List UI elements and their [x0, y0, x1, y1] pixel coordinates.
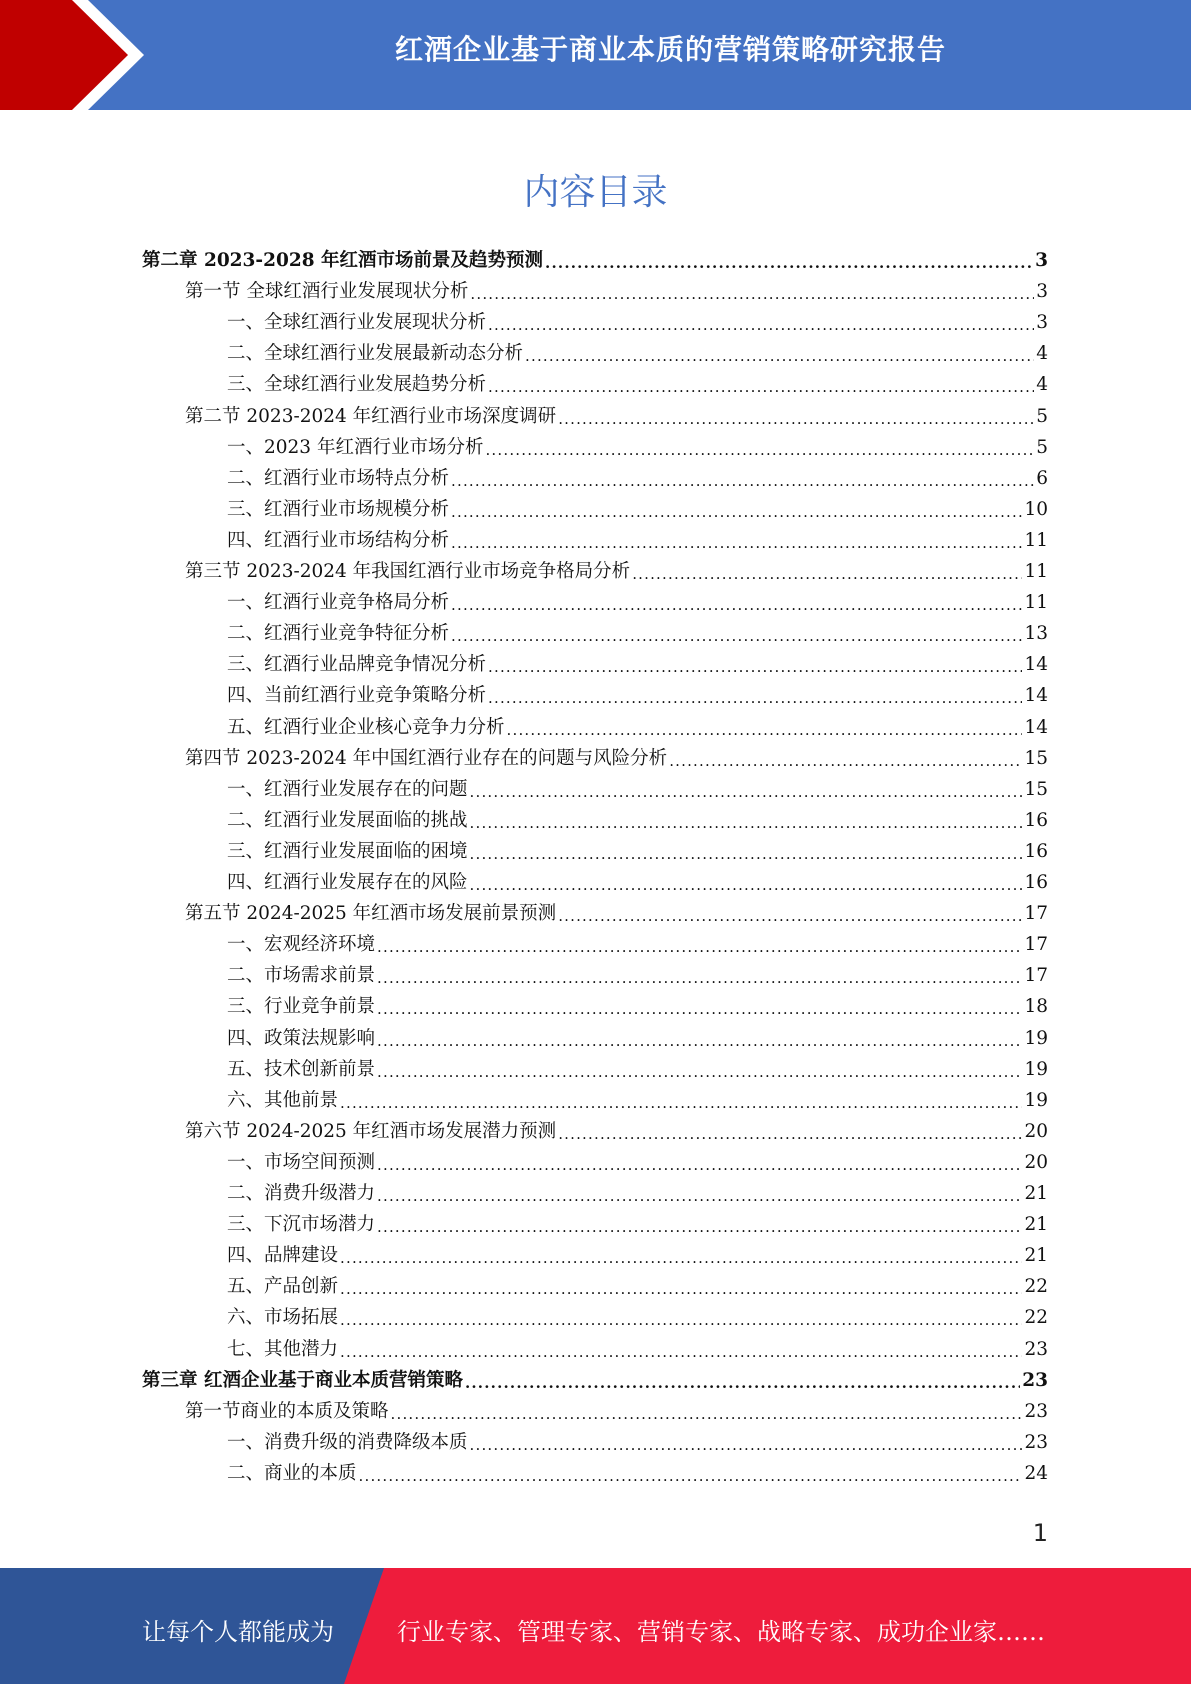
footer-slogan-right: 行业专家、管理专家、营销专家、战略专家、成功企业家……	[397, 1618, 1045, 1646]
report-title: 红酒企业基于商业本质的营销策略研究报告	[394, 33, 946, 66]
toc-entry-label: 三、红酒行业品牌竞争情况分析	[227, 654, 487, 676]
toc-subsection-entry[interactable]	[227, 708, 1048, 739]
toc-entry-page: 23	[1024, 1338, 1048, 1360]
toc-dot-leader	[558, 410, 1034, 428]
toc-entry-page: 16	[1024, 840, 1048, 862]
toc-subsection-entry[interactable]	[227, 334, 1048, 365]
toc-subsection-entry[interactable]	[227, 490, 1048, 521]
toc-dot-leader	[451, 472, 1034, 490]
toc-entry-page: 16	[1024, 872, 1048, 893]
toc-entry-label: 四、红酒行业市场结构分析	[227, 529, 450, 551]
toc-entry-page: 6	[1036, 467, 1048, 489]
toc-dot-leader	[340, 1343, 1022, 1361]
toc-entry-page: 5	[1036, 436, 1048, 458]
toc-entry-label: 二、商业的本质	[227, 1462, 357, 1484]
toc-dot-leader	[525, 347, 1034, 365]
toc-subsection-entry[interactable]	[227, 614, 1048, 645]
toc-subsection-entry[interactable]	[227, 863, 1048, 894]
toc-dot-leader	[558, 907, 1022, 925]
toc-dot-leader	[340, 1094, 1022, 1112]
toc-entry-page: 15	[1024, 778, 1048, 800]
toc-subsection-entry[interactable]	[227, 1205, 1048, 1236]
toc-subsection-entry[interactable]	[227, 1143, 1048, 1174]
toc-section-entry[interactable]	[185, 272, 1048, 303]
toc-dot-leader	[377, 969, 1022, 987]
toc-subsection-entry[interactable]	[227, 459, 1048, 490]
toc-dot-leader	[377, 1218, 1022, 1236]
toc-entry-page: 5	[1036, 405, 1048, 427]
toc-entry-page: 14	[1024, 654, 1048, 676]
toc-subsection-entry[interactable]	[227, 1298, 1048, 1329]
toc-dot-leader	[377, 1187, 1022, 1205]
toc-entry-page: 24	[1024, 1462, 1048, 1484]
toc-entry-page: 21	[1024, 1214, 1048, 1236]
toc-section-entry[interactable]	[185, 552, 1048, 583]
toc-entry-label: 二、红酒行业竞争特征分析	[227, 623, 450, 645]
toc-dot-leader	[377, 1156, 1022, 1174]
toc-entry-page: 4	[1036, 374, 1048, 396]
toc-entry-page: 17	[1024, 965, 1048, 987]
toc-entry-page: 22	[1024, 1307, 1048, 1329]
toc-dot-leader	[488, 378, 1034, 396]
toc-entry-page: 10	[1024, 498, 1048, 520]
toc-dot-leader	[391, 1405, 1023, 1423]
toc-dot-leader	[545, 254, 1033, 272]
toc-entry-label: 第三章 红酒企业基于商业本质营销策略	[142, 1369, 463, 1391]
toc-entry-label: 一、市场空间预测	[227, 1151, 376, 1173]
toc-subsection-entry[interactable]	[227, 1454, 1048, 1485]
toc-dot-leader	[470, 783, 1023, 801]
toc-entry-label: 第五节 2024-2025 年红酒市场发展前景预测	[185, 903, 557, 925]
toc-entry-label: 第二节 2023-2024 年红酒行业市场深度调研	[185, 405, 557, 427]
toc-entry-page: 3	[1036, 312, 1048, 334]
toc-entry-label: 二、消费升级潜力	[227, 1183, 376, 1204]
toc-subsection-entry[interactable]	[227, 1236, 1048, 1267]
toc-dot-leader	[377, 1032, 1022, 1050]
toc-entry-label: 第四节 2023-2024 年中国红酒行业存在的问题与风险分析	[185, 747, 668, 769]
toc-entry-label: 六、市场拓展	[227, 1307, 339, 1329]
toc-dot-leader	[451, 627, 1022, 645]
toc-entry-page: 23	[1024, 1400, 1048, 1422]
toc-section-entry[interactable]	[185, 894, 1048, 925]
page-number: 1	[1032, 1519, 1048, 1547]
toc-entry-page: 21	[1024, 1183, 1048, 1204]
toc-entry-label: 四、当前红酒行业竞争策略分析	[227, 685, 487, 707]
toc-entry-page: 18	[1024, 996, 1048, 1018]
toc-dot-leader	[451, 534, 1022, 552]
toc-entry-label: 三、全球红酒行业发展趋势分析	[227, 374, 487, 396]
toc-dot-leader	[470, 285, 1034, 303]
toc-entry-page: 20	[1024, 1120, 1048, 1142]
toc-entry-page: 17	[1024, 903, 1048, 925]
toc-subsection-entry[interactable]	[227, 645, 1048, 676]
toc-heading: 内容目录	[523, 172, 668, 213]
toc-dot-leader	[451, 503, 1022, 521]
toc-entry-page: 14	[1024, 716, 1048, 738]
toc-entry-label: 一、2023 年红酒行业市场分析	[227, 436, 484, 458]
toc-dot-leader	[470, 1436, 1023, 1454]
footer-slogan-left: 让每个人都能成为	[142, 1618, 334, 1646]
toc-entry-page: 3	[1035, 250, 1048, 271]
toc-chapter-entry[interactable]	[142, 1361, 1048, 1392]
toc-dot-leader	[669, 752, 1022, 770]
toc-entry-label: 三、红酒行业市场规模分析	[227, 498, 450, 520]
toc-dot-leader	[632, 565, 1022, 583]
toc-dot-leader	[377, 938, 1022, 956]
toc-entry-label: 二、红酒行业市场特点分析	[227, 467, 450, 489]
toc-entry-label: 第二章 2023-2028 年红酒市场前景及趋势预测	[142, 250, 544, 271]
toc-subsection-entry[interactable]	[227, 428, 1048, 459]
toc-dot-leader	[488, 658, 1022, 676]
toc-subsection-entry[interactable]	[227, 303, 1048, 334]
toc-entry-label: 一、全球红酒行业发展现状分析	[227, 312, 487, 334]
toc-entry-label: 五、产品创新	[227, 1276, 339, 1298]
toc-subsection-entry[interactable]	[227, 1423, 1048, 1454]
header-arrow-graphic	[0, 0, 150, 110]
toc-entry-label: 二、红酒行业发展面临的挑战	[227, 809, 468, 831]
toc-entry-label: 二、全球红酒行业发展最新动态分析	[227, 343, 524, 365]
toc-dot-leader	[340, 1280, 1022, 1298]
toc-subsection-entry[interactable]	[227, 770, 1048, 801]
toc-entry-page: 23	[1024, 1431, 1048, 1453]
toc-entry-page: 22	[1024, 1276, 1048, 1298]
toc-dot-leader	[470, 876, 1023, 894]
toc-entry-label: 五、红酒行业企业核心竞争力分析	[227, 716, 505, 738]
toc-chapter-entry[interactable]	[142, 241, 1048, 272]
toc-entry-label: 四、品牌建设	[227, 1245, 339, 1267]
toc-entry-label: 四、红酒行业发展存在的风险	[227, 872, 468, 893]
toc-entry-label: 一、消费升级的消费降级本质	[227, 1431, 468, 1453]
toc-subsection-entry[interactable]	[227, 832, 1048, 863]
toc-dot-leader	[470, 814, 1023, 832]
toc-subsection-entry[interactable]	[227, 1330, 1048, 1361]
toc-dot-leader	[485, 441, 1034, 459]
toc-entry-label: 七、其他潜力	[227, 1338, 339, 1360]
toc-entry-page: 11	[1024, 561, 1048, 582]
toc-dot-leader	[488, 689, 1022, 707]
toc-dot-leader	[359, 1467, 1023, 1485]
toc-section-entry[interactable]	[185, 1112, 1048, 1143]
toc-subsection-entry[interactable]	[227, 987, 1048, 1018]
toc-subsection-entry[interactable]	[227, 583, 1048, 614]
toc-subsection-entry[interactable]	[227, 801, 1048, 832]
toc-entry-label: 一、红酒行业竞争格局分析	[227, 592, 450, 614]
toc-section-entry[interactable]	[185, 1392, 1048, 1423]
toc-entry-label: 五、技术创新前景	[227, 1058, 376, 1080]
toc-dot-leader	[465, 1374, 1020, 1392]
toc-dot-leader	[488, 316, 1034, 334]
toc-entry-page: 19	[1024, 1027, 1048, 1049]
toc-dot-leader	[470, 845, 1023, 863]
toc-section-entry[interactable]	[185, 739, 1048, 770]
toc-entry-label: 六、其他前景	[227, 1089, 339, 1111]
toc-entry-label: 一、宏观经济环境	[227, 934, 376, 956]
toc-entry-page: 15	[1024, 747, 1048, 769]
toc-subsection-entry[interactable]	[227, 521, 1048, 552]
toc-entry-page: 13	[1024, 623, 1048, 645]
toc-entry-page: 17	[1024, 934, 1048, 956]
toc-entry-label: 第三节 2023-2024 年我国红酒行业市场竞争格局分析	[185, 561, 631, 582]
toc-entry-label: 一、红酒行业发展存在的问题	[227, 778, 468, 800]
toc-entry-label: 三、红酒行业发展面临的困境	[227, 840, 468, 862]
toc-entry-label: 第一节 全球红酒行业发展现状分析	[185, 281, 469, 303]
toc-entry-page: 14	[1024, 685, 1048, 707]
toc-entry-page: 19	[1024, 1058, 1048, 1080]
toc-subsection-entry[interactable]	[227, 365, 1048, 396]
toc-dot-leader	[377, 1063, 1022, 1081]
toc-entry-page: 20	[1024, 1151, 1048, 1173]
toc-dot-leader	[507, 721, 1023, 739]
toc-dot-leader	[558, 1125, 1022, 1143]
toc-subsection-entry[interactable]	[227, 1050, 1048, 1081]
toc-entry-page: 4	[1036, 343, 1048, 365]
toc-subsection-entry[interactable]	[227, 1019, 1048, 1050]
toc-subsection-entry[interactable]	[227, 1081, 1048, 1112]
toc-subsection-entry[interactable]	[227, 1174, 1048, 1205]
toc-subsection-entry[interactable]	[227, 676, 1048, 707]
page-footer	[0, 1568, 1191, 1684]
toc-entry-label: 第一节商业的本质及策略	[185, 1400, 389, 1422]
toc-entry-page: 21	[1024, 1245, 1048, 1267]
toc-dot-leader	[451, 596, 1022, 614]
toc-entry-page: 23	[1022, 1369, 1048, 1391]
toc-entry-label: 二、市场需求前景	[227, 965, 376, 987]
toc-entry-page: 3	[1036, 281, 1048, 303]
toc-subsection-entry[interactable]	[227, 1267, 1048, 1298]
toc-dot-leader	[340, 1311, 1022, 1329]
toc-subsection-entry[interactable]	[227, 956, 1048, 987]
report-header	[0, 0, 1191, 110]
toc-entry-label: 四、政策法规影响	[227, 1027, 376, 1049]
toc-section-entry[interactable]	[185, 397, 1048, 428]
toc-entry-label: 三、下沉市场潜力	[227, 1214, 376, 1236]
toc-dot-leader	[340, 1249, 1022, 1267]
toc-dot-leader	[377, 1000, 1022, 1018]
toc-entry-page: 11	[1024, 529, 1048, 551]
toc-entry-page: 19	[1024, 1089, 1048, 1111]
toc-entry-page: 11	[1024, 592, 1048, 614]
toc-subsection-entry[interactable]	[227, 925, 1048, 956]
toc-entry-label: 三、行业竞争前景	[227, 996, 376, 1018]
toc-entry-label: 第六节 2024-2025 年红酒市场发展潜力预测	[185, 1120, 557, 1142]
toc-entry-page: 16	[1024, 809, 1048, 831]
